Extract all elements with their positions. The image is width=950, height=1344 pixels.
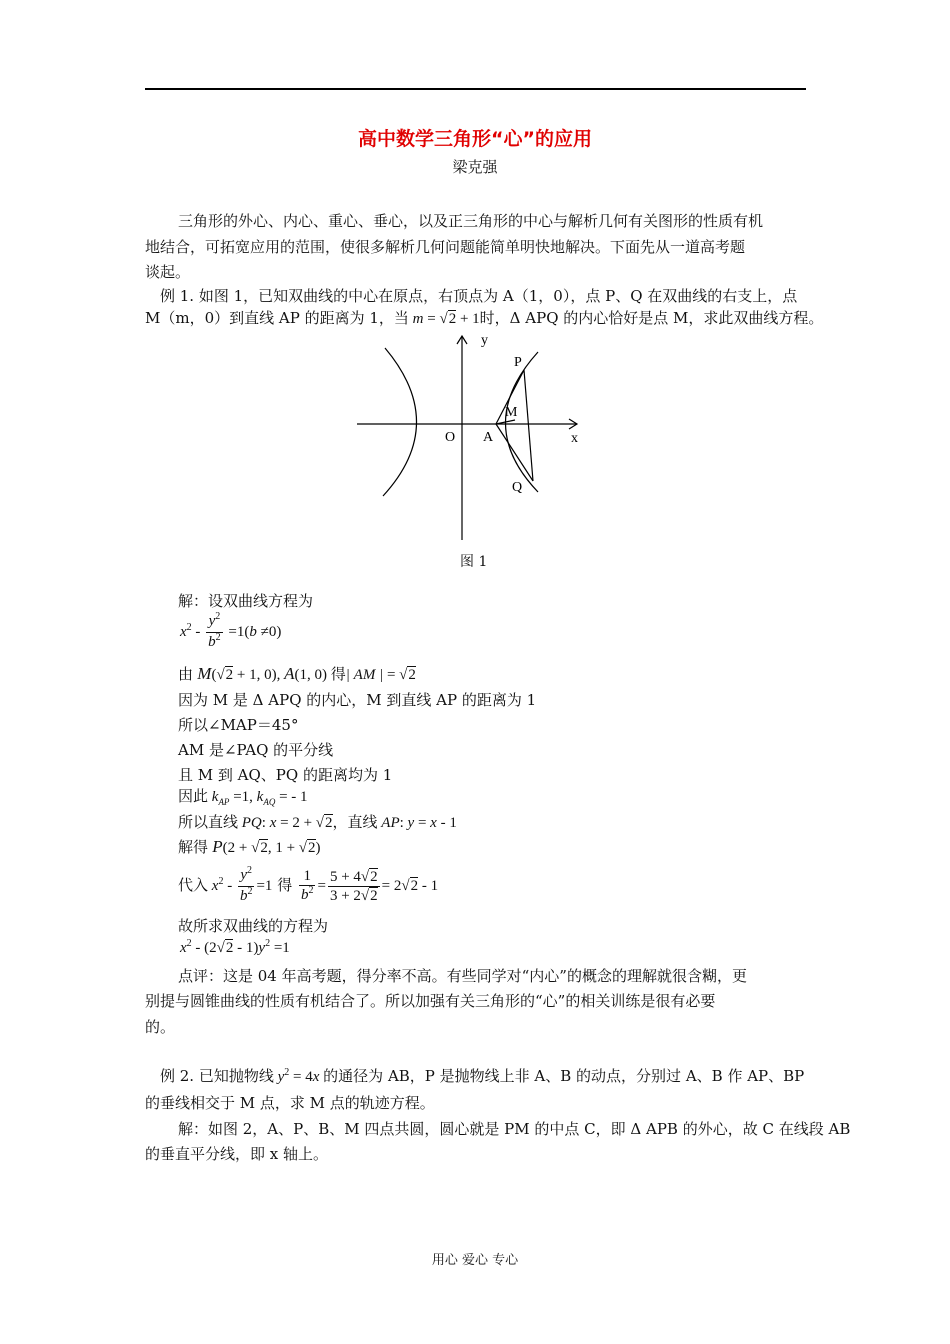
label-x: x (571, 431, 578, 446)
solution1-step-5: 所以∠MAP＝45° (178, 716, 299, 734)
solution1-step-11: 代入 $x^2$ - $\frac{y^2}{b^2}$ =1 得 $\frac{1}{b^2}$ = $\frac{5 + 4√2}{3 + 2√2}$ = 2√2 - 1 (178, 865, 439, 904)
comment-line-3: 的。 (145, 1018, 176, 1036)
solution1-step-8: 因此 $k_{AP} =1$, $k_{AQ}$ = - 1 (178, 787, 308, 807)
solution1-step-6: AM 是∠PAQ 的平分线 (178, 741, 334, 759)
author: 梁克强 (452, 158, 498, 176)
hyperbola-equation-final: $x^2 - (2√2 - 1)y^2 =1$ (180, 938, 290, 956)
example2-line-3: 解：如图 2，A、P、B、M 四点共圆，圆心就是 PM 的中点 C，即 Δ APB 的外心，故 C 在线段 AB (178, 1120, 851, 1138)
hyperbola-equation-general: $x^2$ - $\frac{y^2}{b^2}$ =1(b ≠0) (180, 611, 282, 650)
intro-line-1: 三角形的外心、内心、重心、垂心，以及正三角形的中心与解析几何有关图形的性质有机 (178, 212, 764, 230)
hyperbola-left-branch (383, 348, 417, 496)
comment-line-2: 别提与圆锥曲线的性质有机结合了。所以加强有关三角形的“心”的相关训练是很有必要 (145, 992, 716, 1010)
label-y: y (481, 333, 488, 348)
example1-line-1: 例 1. 如图 1，已知双曲线的中心在原点，右顶点为 A（1，0），点 P、Q 在双曲线的右支上，点 (160, 287, 798, 305)
figure-1-hyperbola (355, 328, 595, 543)
example2-line-1: 例 2. 已知抛物线 $y^2 = 4x$ 的通径为 AB，P 是抛物线上非 A、B 的动点，分别过 A、B 作 AP、BP (160, 1067, 805, 1085)
solution1-step-12: 故所求双曲线的方程为 (178, 917, 329, 935)
label-P: P (514, 355, 522, 370)
solution1-step-9: 所以直线 PQ: x = 2 + √2，直线 AP: y = x - 1 (178, 813, 457, 831)
intro-line-2: 地结合，可拓宽应用的范围，使很多解析几何问题能简单明快地解决。下面先从一道高考题 (145, 238, 746, 256)
solution1-step-3: 由 M(√2 + 1, 0), A(1, 0) 得| AM | = √2 (178, 664, 416, 683)
solution1-step-1: 解：设双曲线方程为 (178, 592, 314, 610)
example2-line-2: 的垂线相交于 M 点，求 M 点的轨迹方程。 (145, 1094, 435, 1112)
page-title: 高中数学三角形“心”的应用 (358, 128, 592, 150)
m-value-formula: m = √2 + 1 (408, 311, 480, 327)
hyperbola-right-branch (506, 352, 539, 492)
example1-line-2: M（m，0）到直线 AP 的距离为 1，当 m = √2 + 1时，Δ APQ 的内心恰好是点 M，求此双曲线方程。 (145, 309, 824, 327)
page-footer: 用心 爱心 专心 (431, 1253, 519, 1268)
label-A: A (483, 430, 494, 445)
segment-AQ (496, 424, 533, 481)
solution1-step-4: 因为 M 是 Δ APQ 的内心，M 到直线 AP 的距离为 1 (178, 691, 537, 709)
comment-line-1: 点评：这是 04 年高考题，得分率不高。有些同学对“内心”的概念的理解就很含糊，更 (178, 967, 747, 985)
example2-line-4: 的垂直平分线，即 x 轴上。 (145, 1145, 328, 1163)
solution1-step-7: 且 M 到 AQ、PQ 的距离均为 1 (178, 766, 393, 784)
figure-1-caption: 图 1 (460, 554, 488, 570)
segment-PQ (524, 370, 533, 481)
solution1-step-10: 解得 P(2 + √2, 1 + √2) (178, 837, 321, 856)
label-O: O (445, 430, 456, 445)
label-M: M (505, 405, 518, 420)
header-rule (145, 88, 806, 90)
label-Q: Q (512, 480, 523, 495)
intro-line-3: 谈起。 (145, 263, 191, 281)
